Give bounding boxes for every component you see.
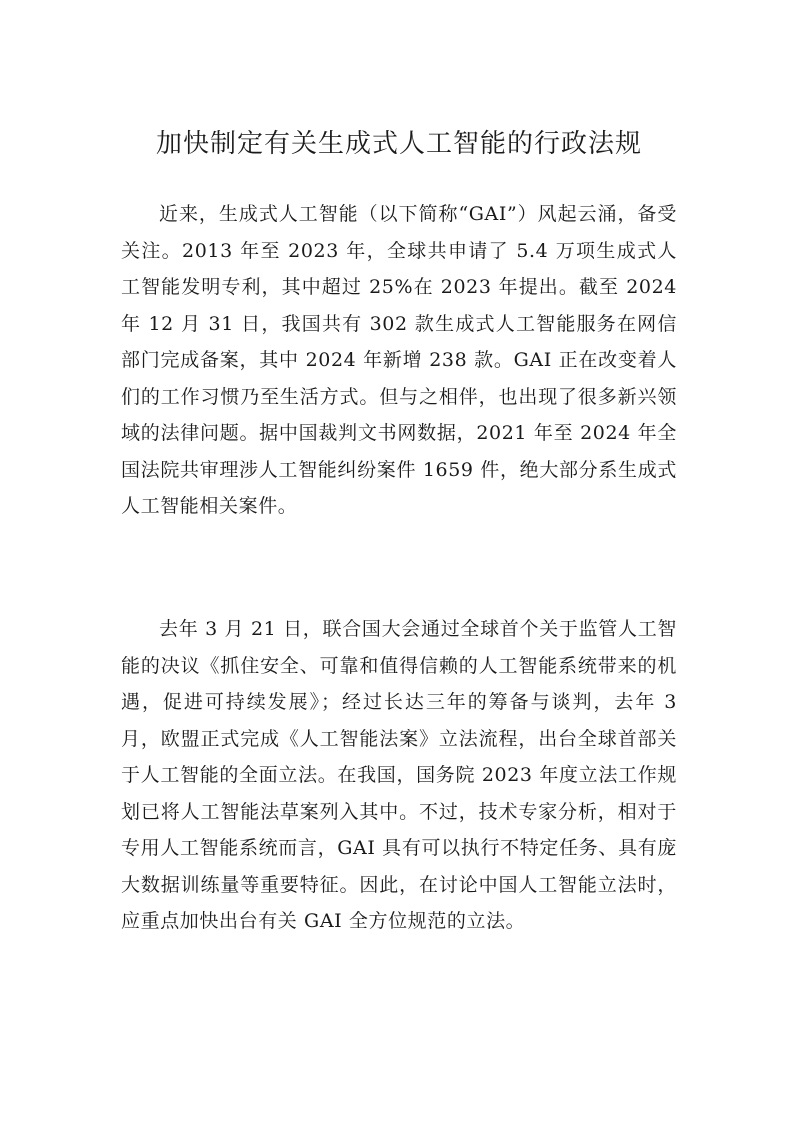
body-paragraph-2: 去年 3 月 21 日，联合国大会通过全球首个关于监管人工智能的决议《抓住安全、可靠和值得信赖的人工智能系统带来的机遇，促进可持续发展》；经过长达三年的筹备与谈判，去年 3 月，欧盟正式完成《人工智能法案》立法流程，出台全球首部关于人工智能的全面立法。在我国，国务院 2023 年度立法工作规划已将人工智能法草案列入其中。不过，技术专家分析，相对于专用人工智能系统而言，GAI 具有可以执行不特定任务、具有庞大数据训练量等重要特征。因此，在讨论中国人工智能立法时，应重点加快出台有关 GAI 全方位规范的立法。 — [121, 618, 677, 932]
document-title: 加快制定有关生成式人工智能的行政法规 — [155, 129, 642, 159]
body-paragraph-1: 近来，生成式人工智能（以下简称“GAI”）风起云涌，备受关注。2013 年至 2023 年，全球共申请了 5.4 万项生成式人工智能发明专利，其中超过 25%在 2023 年提出。截至 2024 年 12 月 31 日，我国共有 302 款生成式人工智能服务在网信部门完成备案，其中 2024 年新增 238 款。GAI 正在改变着人们的工作习惯乃至生活方式。但与之相伴，也出现了很多新兴领域的法律问题。据中国裁判文书网数据，2021 年至 2024 年全国法院共审理涉人工智能纠纷案件 1659 件，绝大部分系生成式人工智能相关案件。 — [121, 203, 677, 517]
